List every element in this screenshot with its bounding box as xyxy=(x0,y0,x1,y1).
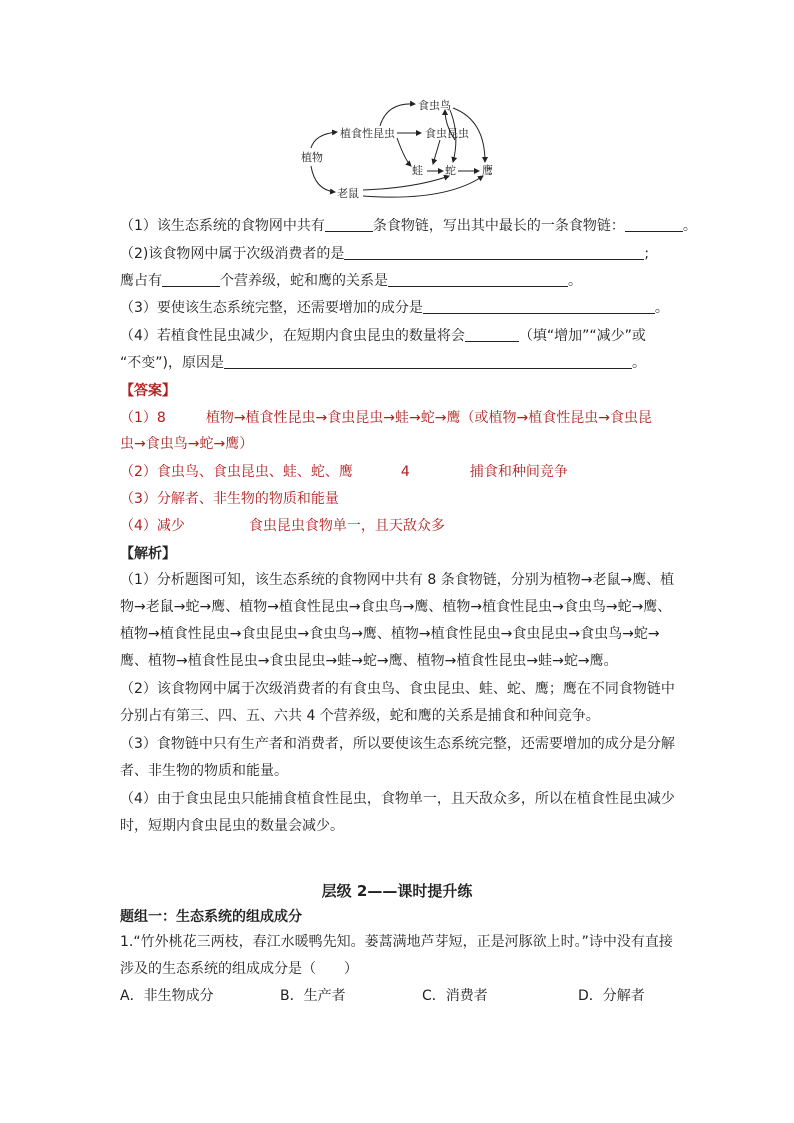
node-mouse: 老鼠 xyxy=(337,187,359,200)
q2-text-d: 个营养级，蛇和鹰的关系是 xyxy=(220,273,388,289)
q1-text-a: （1）该生态系统的食物网中共有 xyxy=(120,218,325,234)
q2-blank-relation[interactable] xyxy=(388,270,568,287)
answer-3: （3）分解者、非生物的物质和能量 xyxy=(120,491,339,507)
q4-text-b: （填“增加”“减少”或 xyxy=(518,328,646,344)
node-eagle: 鹰 xyxy=(482,164,493,177)
answer-2-number: 4 xyxy=(400,464,410,480)
answer-1-line2: 虫→食虫鸟→蛇→鹰） xyxy=(120,436,254,452)
q3-text-b: 。 xyxy=(654,300,669,316)
question-group-1-title: 题组一：生态系统的组成成分 xyxy=(120,909,302,925)
q1-blank-chain[interactable] xyxy=(625,215,683,232)
q2-text-a: （2)该食物网中属于次级消费者的是 xyxy=(120,246,345,262)
q4-text-c: “不变”)，原因是 xyxy=(120,355,224,371)
q2-text-b: ; xyxy=(644,246,650,262)
analysis-paragraph-4: （4）由于食虫昆虫只能捕食植食性昆虫，食物单一，且天敌众多，所以在植食性昆虫减少时，短期内食虫昆虫的数量会减少。 xyxy=(120,791,675,834)
q4-blank-reason[interactable] xyxy=(224,352,632,369)
answer-2 xyxy=(120,460,680,484)
option-d[interactable]: D．分解者 xyxy=(578,988,645,1004)
node-snake: 蛇 xyxy=(445,164,456,177)
q4-text-a: （4）若植食性昆虫减少，在短期内食虫昆虫的数量将会 xyxy=(120,328,465,344)
analysis-paragraph-3: （3）食物链中只有生产者和消费者，所以要使该生态系统完整，还需要增加的成分是分解者、非生物的物质和能量。 xyxy=(120,736,675,779)
answer-2-list: （2）食虫鸟、食虫昆虫、蛙、蛇、鹰 xyxy=(120,464,353,480)
food-web-diagram xyxy=(285,90,515,210)
question-4-line1 xyxy=(120,324,680,348)
answer-heading: 【答案】 xyxy=(120,383,176,399)
question-2-line2 xyxy=(120,269,680,293)
analysis-heading: 【解析】 xyxy=(120,546,176,562)
node-insect-bird: 食虫鸟 xyxy=(418,99,451,112)
node-herbivorous-insect: 植食性昆虫 xyxy=(340,127,395,140)
answer-1-line1 xyxy=(120,406,680,430)
level2-question-1: 1.“竹外桃花三两枝，春江水暖鸭先知。蒌蒿满地芦芽短，正是河豚欲上时。”诗中没有直接涉及的生态系统的组成成分是（ ） xyxy=(120,934,673,977)
option-b[interactable]: B．生产者 xyxy=(280,988,346,1004)
question-1 xyxy=(120,214,697,238)
answer-2-relation: 捕食和种间竞争 xyxy=(469,464,568,480)
answer-4 xyxy=(120,514,680,538)
q2-text-c: 鹰占有 xyxy=(120,273,162,289)
q1-text-b: 条食物链，写出其中最长的一条食物链： xyxy=(372,218,625,234)
q1-text-c: 。 xyxy=(682,218,697,234)
answer-4-change: （4）减少 xyxy=(120,518,185,534)
question-3 xyxy=(120,296,680,320)
option-a[interactable]: A．非生物成分 xyxy=(120,988,214,1004)
food-web-svg xyxy=(285,90,515,210)
q4-text-d: 。 xyxy=(631,355,646,371)
answer-1-number: （1）8 xyxy=(120,410,166,426)
q2-blank-consumers[interactable] xyxy=(344,243,644,260)
q3-text-a: （3）要使该生态系统完整，还需要增加的成分是 xyxy=(120,300,423,316)
q2-text-e: 。 xyxy=(568,273,582,289)
q4-blank-change[interactable] xyxy=(465,325,519,342)
node-plant: 植物 xyxy=(301,151,323,164)
node-insectivorous-insect: 食虫昆虫 xyxy=(425,127,469,140)
level2-question-1-options xyxy=(120,984,680,1008)
question-2-line1 xyxy=(120,242,680,266)
food-web-arrows xyxy=(311,104,485,197)
answer-1-chain: 植物→植食性昆虫→食虫昆虫→蛙→蛇→鹰（或植物→植食性昆虫→食虫昆 xyxy=(205,410,652,426)
analysis-paragraph-2: （2）该食物网中属于次级消费者的有食虫鸟、食虫昆虫、蛙、蛇、鹰；鹰在不同食物链中分别占有第三、四、五、六共 4 个营养级，蛇和鹰的关系是捕食和种间竞争。 xyxy=(120,681,675,724)
analysis-paragraph-1: （1）分析题图可知，该生态系统的食物网中共有 8 条食物链，分别为植物→老鼠→鹰、植物→老鼠→蛇→鹰、植物→植食性昆虫→食虫鸟→鹰、植物→植食性昆虫→食虫鸟→蛇→鹰、植物→植食性昆虫→食虫昆虫→食虫鸟→鹰、植物→植食性昆虫→食虫昆虫→食虫鸟→蛇→鹰、植物→植食性昆虫→食虫昆虫→蛙→蛇→鹰、植物→植食性昆虫→蛙→蛇→鹰。 xyxy=(120,572,675,669)
q3-blank[interactable] xyxy=(423,297,655,314)
node-frog: 蛙 xyxy=(412,164,423,177)
q2-blank-levels[interactable] xyxy=(162,270,220,287)
option-c[interactable]: C．消费者 xyxy=(422,988,488,1004)
q1-blank-count[interactable] xyxy=(325,215,373,232)
question-4-line2 xyxy=(120,351,680,375)
level-2-title: 层级 2——课时提升练 xyxy=(321,882,473,900)
answer-4-reason: 食虫昆虫食物单一，且天敌众多 xyxy=(248,518,445,534)
